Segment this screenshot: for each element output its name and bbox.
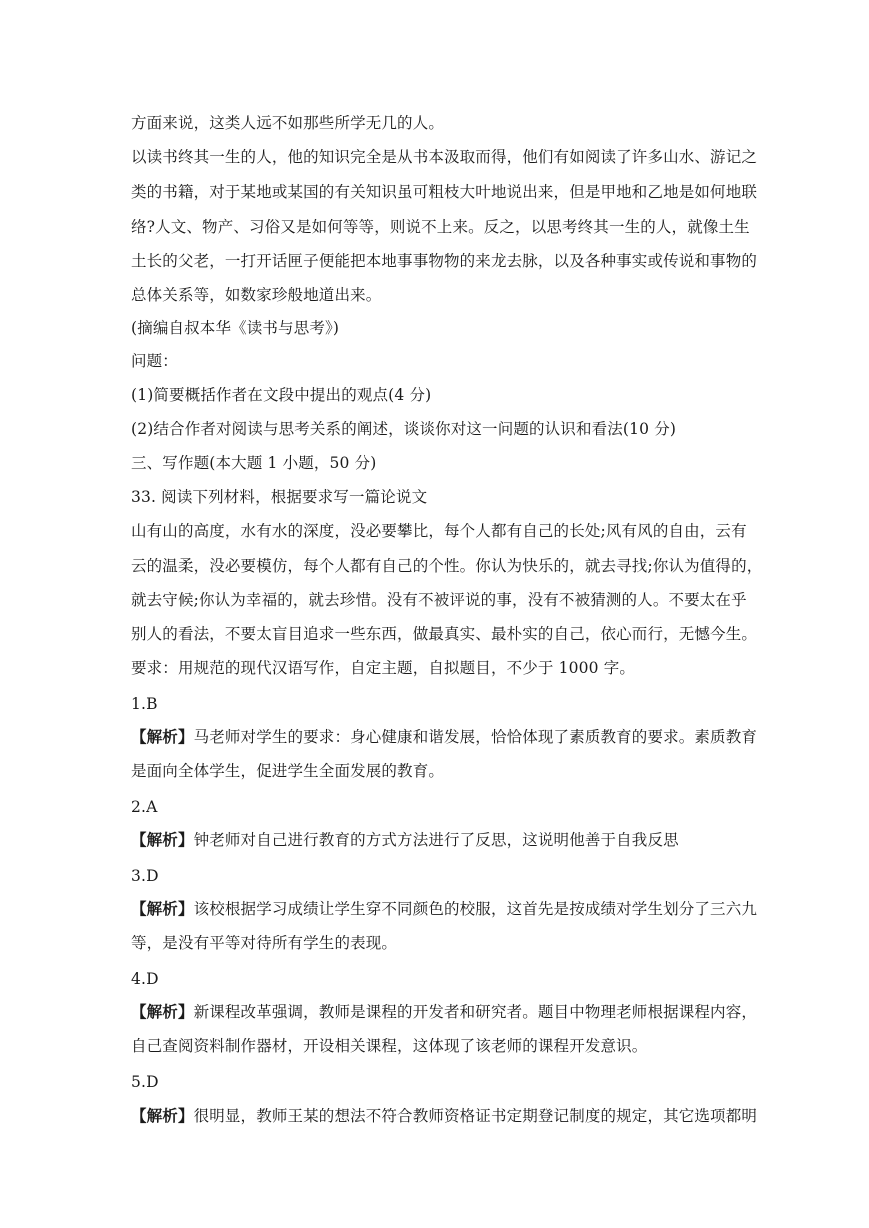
analysis-text: 新课程改革强调，教师是课程的开发者和研究者。题目中物理老师根据课程内容， — [193, 1003, 758, 1021]
analysis-text: 马老师对学生的要求：身心健康和谐发展，恰恰体现了素质教育的要求。素质教育 — [193, 728, 758, 746]
analysis-tag: 【解析】 — [131, 1002, 194, 1021]
answer-analysis-line: 是面向全体学生，促进学生全面发展的教育。 — [131, 762, 445, 780]
answer-analysis-line — [131, 1106, 757, 1126]
passage-line: 以读书终其一生的人，他的知识完全是从书本汲取而得，他们有如阅读了许多山水、游记之 — [131, 148, 758, 166]
analysis-text: 该校根据学习成绩让学生穿不同颜色的校服，这首先是按成绩对学生划分了三六九 — [193, 900, 758, 918]
answer-analysis-line: 等，是没有平等对待所有学生的表现。 — [131, 934, 398, 952]
answer-number: 5.D — [131, 1073, 159, 1091]
section-title: 三、写作题(本大题 1 小题，50 分) — [131, 454, 377, 472]
q33-material-line: 云的温柔，没必要模仿，每个人都有自己的个性。你认为快乐的，就去寻找;你认为值得的， — [131, 557, 763, 575]
answer-analysis-line — [131, 899, 757, 919]
analysis-tag: 【解析】 — [131, 830, 194, 849]
passage-line: 络?人文、物产、习俗又是如何等等，则说不上来。反之，以思考终其一生的人，就像土生 — [131, 218, 750, 236]
q33-material-line: 别人的看法，不要太盲目追求一些东西，做最真实、最朴实的自己，依心而行，无憾今生。 — [131, 625, 758, 643]
q33-prompt: 33. 阅读下列材料，根据要求写一篇论说文 — [131, 488, 428, 506]
answer-number: 1.B — [131, 695, 158, 713]
passage-line: 总体关系等，如数家珍般地道出来。 — [131, 286, 382, 304]
answer-analysis-line: 自己查阅资料制作器材，开设相关课程，这体现了该老师的课程开发意识。 — [131, 1037, 648, 1055]
q33-material-line: 就去守候;你认为幸福的，就去珍惜。没有不被评说的事，没有不被猜测的人。不要太在乎 — [131, 591, 747, 609]
answer-number: 2.A — [131, 798, 158, 816]
passage-line: 土长的父老，一打开话匣子便能把本地事事物物的来龙去脉，以及各种事实或传说和事物的 — [131, 252, 758, 270]
analysis-tag: 【解析】 — [131, 1106, 194, 1125]
questions-label: 问题： — [131, 352, 178, 370]
answer-number: 3.D — [131, 867, 159, 885]
answer-analysis-line — [131, 1002, 757, 1022]
passage-line: 类的书籍，对于某地或某国的有关知识虽可粗枝大叶地说出来，但是甲地和乙地是如何地联 — [131, 183, 758, 201]
answer-analysis-line — [131, 830, 679, 850]
analysis-tag: 【解析】 — [131, 899, 194, 918]
analysis-text: 钟老师对自己进行教育的方式方法进行了反思，这说明他善于自我反思 — [193, 831, 679, 849]
q33-requirement: 要求：用规范的现代汉语写作，自定主题，自拟题目，不少于 1000 字。 — [131, 659, 636, 677]
analysis-tag: 【解析】 — [131, 727, 194, 746]
answer-number: 4.D — [131, 970, 159, 988]
passage-line: 方面来说，这类人远不如那些所学无几的人。 — [131, 114, 445, 132]
passage-source: (摘编自叔本华《读书与思考》) — [131, 319, 340, 337]
analysis-text: 很明显，教师王某的想法不符合教师资格证书定期登记制度的规定，其它选项都明 — [193, 1107, 758, 1125]
q33-material-line: 山有山的高度，水有水的深度，没必要攀比，每个人都有自己的长处;风有风的自由，云有 — [131, 522, 747, 540]
answer-analysis-line — [131, 727, 757, 747]
question-item: (2)结合作者对阅读与思考关系的阐述，谈谈你对这一问题的认识和看法(10 分) — [131, 420, 677, 438]
question-item: (1)简要概括作者在文段中提出的观点(4 分) — [131, 386, 432, 404]
